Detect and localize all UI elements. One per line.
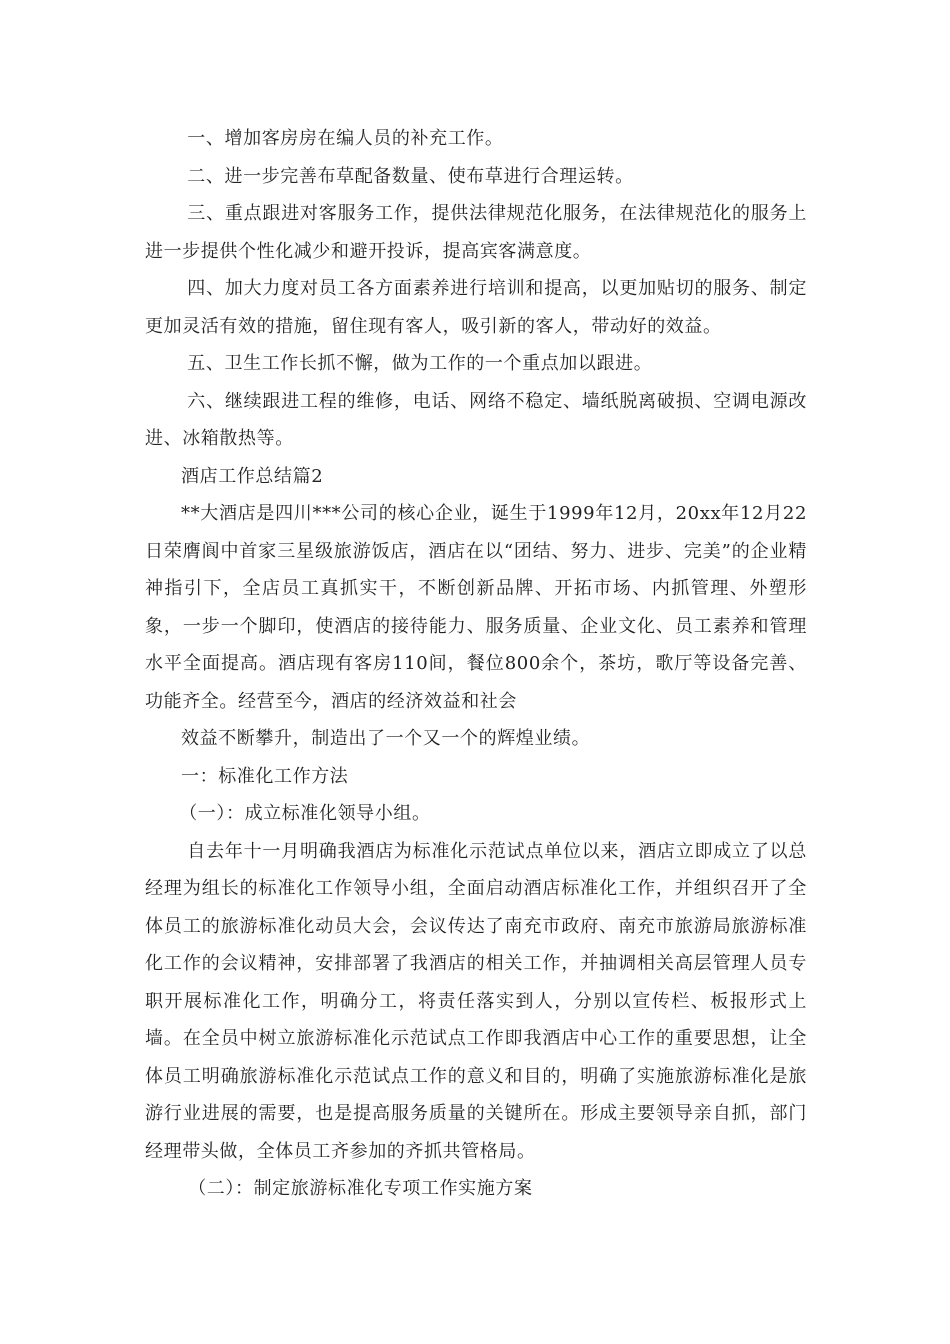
- paragraph-item-4: 四、加大力度对员工各方面素养进行培训和提高，以更加贴切的服务、制定更加灵活有效的措施，留住现有客人，吸引新的客人，带动好的效益。: [145, 278, 807, 337]
- paragraph-hotel-intro: **大酒店是四川***公司的核心企业，诞生于1999年12月，20xx年12月22日荣膺阆中首家三星级旅游饭店，酒店在以“团结、努力、进步、完美”的企业精神指引下，全店员工真抓实干，不断创新品牌、开拓市场、内抓管理、外塑形象，一步一个脚印，使酒店的接待能力、服务质量、企业文化、员工素养和管理水平全面提高。酒店现有客房110间，餐位800余个，茶坊，歌厅等设备完善、功能齐全。经营至今，酒店的经济效益和社会: [145, 503, 807, 712]
- subsection-heading-implementation-plan: （二）：制定旅游标准化专项工作实施方案: [188, 1178, 533, 1199]
- paragraph-item-6: 六、继续跟进工程的维修，电话、网络不稳定、墙纸脱离破损、空调电源改进、冰箱散热等。: [145, 390, 807, 449]
- section-heading-article-2: 酒店工作总结篇2: [181, 465, 324, 487]
- paragraph-item-2: 二、进一步完善布草配备数量、使布草进行合理运转。: [187, 165, 634, 187]
- paragraph-item-1: 一、增加客房房在编人员的补充工作。: [187, 128, 504, 149]
- paragraph-leadership-group: 自去年十一月明确我酒店为标准化示范试点单位以来，酒店立即成立了以总经理为组长的标准化工作领导小组，全面启动酒店标准化工作，并组织召开了全体员工的旅游标准化动员大会，会议传达了南充市政府、南充市旅游局旅游标准化工作的会议精神，安排部署了我酒店的相关工作，并抽调相关高层管理人员专职开展标准化工作，明确分工，将责任落实到人，分别以宣传栏、板报形式上墙。在全员中树立旅游标准化示范试点工作即我酒店中心工作的重要思想，让全体员工明确旅游标准化示范试点工作的意义和目的，明确了实施旅游标准化是旅游行业进展的需要，也是提高服务质量的关键所在。形成主要领导亲自抓，部门经理带头做，全体员工齐参加的齐抓共管格局。: [145, 840, 807, 1162]
- subsection-heading-leadership-group: （一）：成立标准化领导小组。: [179, 803, 431, 824]
- section-heading-standardization-method: 一：标准化工作方法: [181, 765, 349, 787]
- paragraph-item-5: 五、卫生工作长抓不懈，做为工作的一个重点加以跟进。: [187, 353, 653, 374]
- document-body: [145, 120, 807, 1208]
- paragraph-hotel-intro-continued: 效益不断攀升，制造出了一个又一个的辉煌业绩。: [181, 728, 591, 749]
- paragraph-item-3: 三、重点跟进对客服务工作，提供法律规范化服务，在法律规范化的服务上进一步提供个性化减少和避开投诉，提高宾客满意度。: [145, 203, 807, 262]
